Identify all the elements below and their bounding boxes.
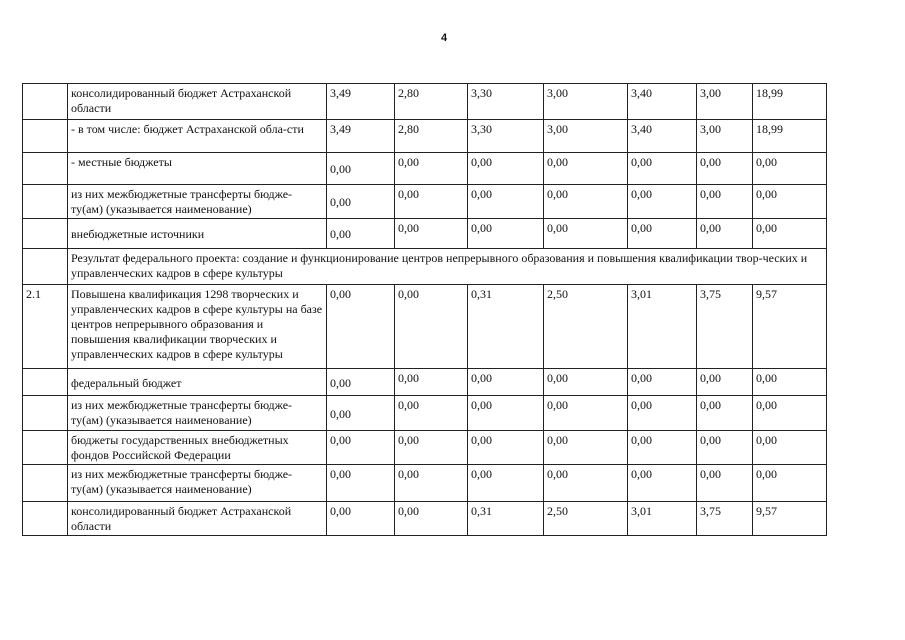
value-cell: 3,00: [544, 120, 628, 153]
value-cell: 0,00: [628, 431, 697, 465]
value-cell: 0,00: [628, 369, 697, 396]
value-cell: 3,00: [697, 84, 753, 120]
row-number: [23, 369, 68, 396]
value-cell: 3,30: [468, 120, 544, 153]
value-cell: 0,00: [327, 369, 395, 396]
value-cell: 3,40: [628, 120, 697, 153]
table-row: [23, 84, 827, 120]
budget-table: [22, 83, 827, 536]
row-name: консолидированный бюджет Астраханской области: [68, 502, 327, 536]
row-number: [23, 120, 68, 153]
value-cell: 0,00: [697, 153, 753, 185]
value-cell: 0,00: [468, 219, 544, 249]
value-cell: 9,57: [753, 502, 827, 536]
row-name: из них межбюджетные трансферты бюдже-ту(ам) (указывается наименование): [68, 396, 327, 431]
value-cell: 2,50: [544, 502, 628, 536]
table-row: [23, 431, 827, 465]
row-number: [23, 502, 68, 536]
value-cell: 0,00: [628, 153, 697, 185]
row-number: [23, 465, 68, 502]
row-number: [23, 185, 68, 219]
value-cell: 0,00: [544, 396, 628, 431]
value-cell: 0,00: [395, 502, 468, 536]
value-cell: 3,01: [628, 502, 697, 536]
row-number: [23, 84, 68, 120]
value-cell: 0,00: [327, 431, 395, 465]
value-cell: 0,00: [544, 465, 628, 502]
value-cell: 0,00: [697, 185, 753, 219]
table-row: [23, 465, 827, 502]
value-cell: 0,00: [327, 185, 395, 219]
value-cell: 0,00: [468, 153, 544, 185]
value-cell: 0,00: [697, 369, 753, 396]
table-row: [23, 153, 827, 185]
value-cell: 3,75: [697, 502, 753, 536]
row-name: бюджеты государственных внебюджетных фондов Российской Федерации: [68, 431, 327, 465]
value-cell: 0,00: [753, 431, 827, 465]
value-cell: 0,00: [628, 219, 697, 249]
value-cell: 2,80: [395, 120, 468, 153]
row-name: внебюджетные источники: [68, 219, 327, 249]
value-cell: 9,57: [753, 285, 827, 369]
value-cell: 0,00: [468, 369, 544, 396]
value-cell: 0,00: [327, 396, 395, 431]
value-cell: 18,99: [753, 120, 827, 153]
value-cell: 0,00: [395, 431, 468, 465]
value-cell: 0,00: [395, 153, 468, 185]
table-row: [23, 285, 827, 369]
value-cell: 3,75: [697, 285, 753, 369]
row-name: федеральный бюджет: [68, 369, 327, 396]
value-cell: 0,00: [395, 465, 468, 502]
value-cell: 0,00: [544, 219, 628, 249]
value-cell: 0,00: [395, 369, 468, 396]
value-cell: 0,00: [697, 219, 753, 249]
value-cell: 3,00: [544, 84, 628, 120]
value-cell: 3,01: [628, 285, 697, 369]
federal-project-result: Результат федерального проекта: создание и функционирование центров непрерывного образования и повышения квалификации твор-ческих и управленческих кадров в сфере культуры: [68, 249, 827, 285]
table-row: [23, 219, 827, 249]
table-row: [23, 185, 827, 219]
value-cell: 0,00: [327, 502, 395, 536]
value-cell: 0,00: [697, 431, 753, 465]
row-number: [23, 219, 68, 249]
row-name: Повышена квалификация 1298 творческих и управленческих кадров в сфере культуры на базе центров непрерывного образования и повышения квалификации творческих и управленческих кадров в сфере культуры: [68, 285, 327, 369]
row-name: консолидированный бюджет Астраханской области: [68, 84, 327, 120]
row-name: из них межбюджетные трансферты бюдже-ту(ам) (указывается наименование): [68, 465, 327, 502]
row-number: [23, 431, 68, 465]
table-row: [23, 396, 827, 431]
value-cell: 0,00: [697, 465, 753, 502]
value-cell: 0,00: [468, 431, 544, 465]
value-cell: 0,00: [468, 465, 544, 502]
value-cell: 0,00: [395, 219, 468, 249]
value-cell: 0,00: [544, 369, 628, 396]
row-number: [23, 396, 68, 431]
value-cell: 0,00: [753, 153, 827, 185]
value-cell: 0,00: [753, 185, 827, 219]
value-cell: 3,49: [327, 120, 395, 153]
table-row: [23, 120, 827, 153]
value-cell: 0,00: [544, 431, 628, 465]
row-number: [23, 249, 68, 285]
table-row: [23, 502, 827, 536]
page-number: 4: [440, 32, 448, 44]
value-cell: 3,40: [628, 84, 697, 120]
value-cell: 0,00: [753, 396, 827, 431]
value-cell: 0,00: [628, 396, 697, 431]
row-number: 2.1: [23, 285, 68, 369]
value-cell: 0,00: [753, 369, 827, 396]
table-row: [23, 249, 827, 285]
value-cell: 0,00: [327, 219, 395, 249]
table-row: [23, 369, 827, 396]
value-cell: 0,00: [628, 185, 697, 219]
value-cell: 18,99: [753, 84, 827, 120]
value-cell: 0,00: [327, 153, 395, 185]
row-name: - в том числе: бюджет Астраханской обла-сти: [68, 120, 327, 153]
value-cell: 0,00: [395, 285, 468, 369]
value-cell: 0,00: [544, 153, 628, 185]
value-cell: 3,00: [697, 120, 753, 153]
value-cell: 0,00: [468, 396, 544, 431]
value-cell: 0,31: [468, 502, 544, 536]
value-cell: 0,00: [395, 185, 468, 219]
value-cell: 0,00: [327, 285, 395, 369]
value-cell: 2,80: [395, 84, 468, 120]
row-name: из них межбюджетные трансферты бюдже-ту(ам) (указывается наименование): [68, 185, 327, 219]
row-number: [23, 153, 68, 185]
value-cell: 0,00: [327, 465, 395, 502]
value-cell: 0,00: [753, 219, 827, 249]
value-cell: 0,00: [544, 185, 628, 219]
value-cell: 2,50: [544, 285, 628, 369]
value-cell: 0,00: [468, 185, 544, 219]
value-cell: 0,00: [697, 396, 753, 431]
value-cell: 0,00: [628, 465, 697, 502]
value-cell: 3,30: [468, 84, 544, 120]
value-cell: 0,00: [395, 396, 468, 431]
value-cell: 0,31: [468, 285, 544, 369]
value-cell: 0,00: [753, 465, 827, 502]
row-name: - местные бюджеты: [68, 153, 327, 185]
value-cell: 3,49: [327, 84, 395, 120]
